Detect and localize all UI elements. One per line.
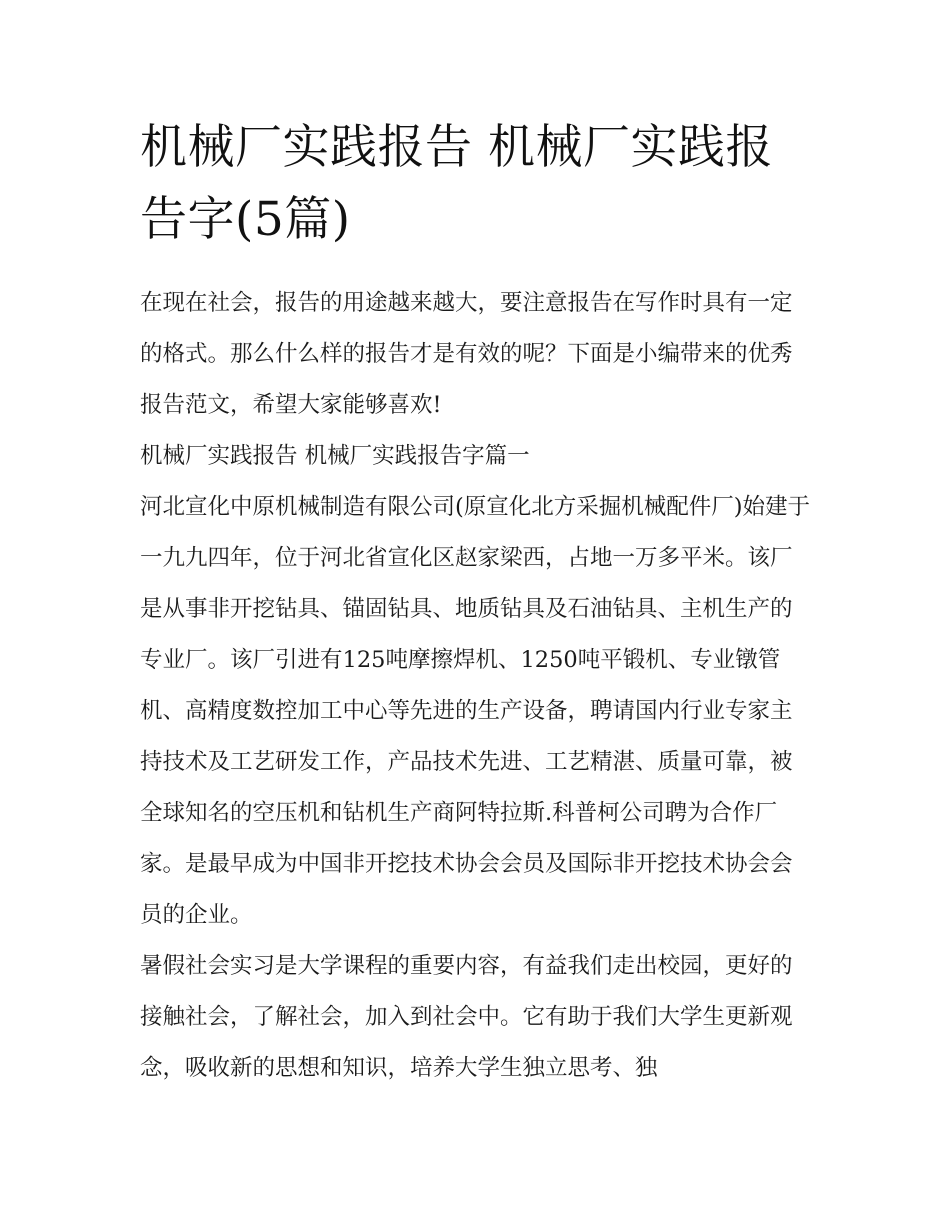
company-paragraph: 河北宣化中原机械制造有限公司(原宣化北方采掘机械配件厂)始建于一九九四年，位于河北省宣化区赵家梁西，占地一万多平米。该厂是从事非开挖钻具、锚固钻具、地质钻具及石油钻具、主机生产的专业厂。该厂引进有125吨摩擦焊机、1250吨平锻机、专业镦管机、高精度数控加工中心等先进的生产设备，聘请国内行业专家主持技术及工艺研发工作，产品技术先进、工艺精湛、质量可靠，被全球知名的空压机和钻机生产商阿特拉斯.科普柯公司聘为合作厂家。是最早成为中国非开挖技术协会会员及国际非开挖技术协会会员的企业。	[140, 494, 811, 928]
section-heading: 机械厂实践报告 机械厂实践报告字篇一	[140, 443, 530, 469]
document-title: 机械厂实践报告 机械厂实践报告字(5篇)	[140, 120, 773, 247]
document-body	[140, 112, 812, 1094]
intro-paragraph: 在现在社会，报告的用途越来越大，要注意报告在写作时具有一定的格式。那么什么样的报告才是有效的呢？下面是小编带来的优秀报告范文，希望大家能够喜欢!	[140, 290, 793, 418]
internship-paragraph: 暑假社会实习是大学课程的重要内容，有益我们走出校园，更好的接触社会，了解社会，加入到社会中。它有助于我们大学生更新观念，吸收新的思想和知识，培养大学生独立思考、独	[140, 953, 793, 1081]
